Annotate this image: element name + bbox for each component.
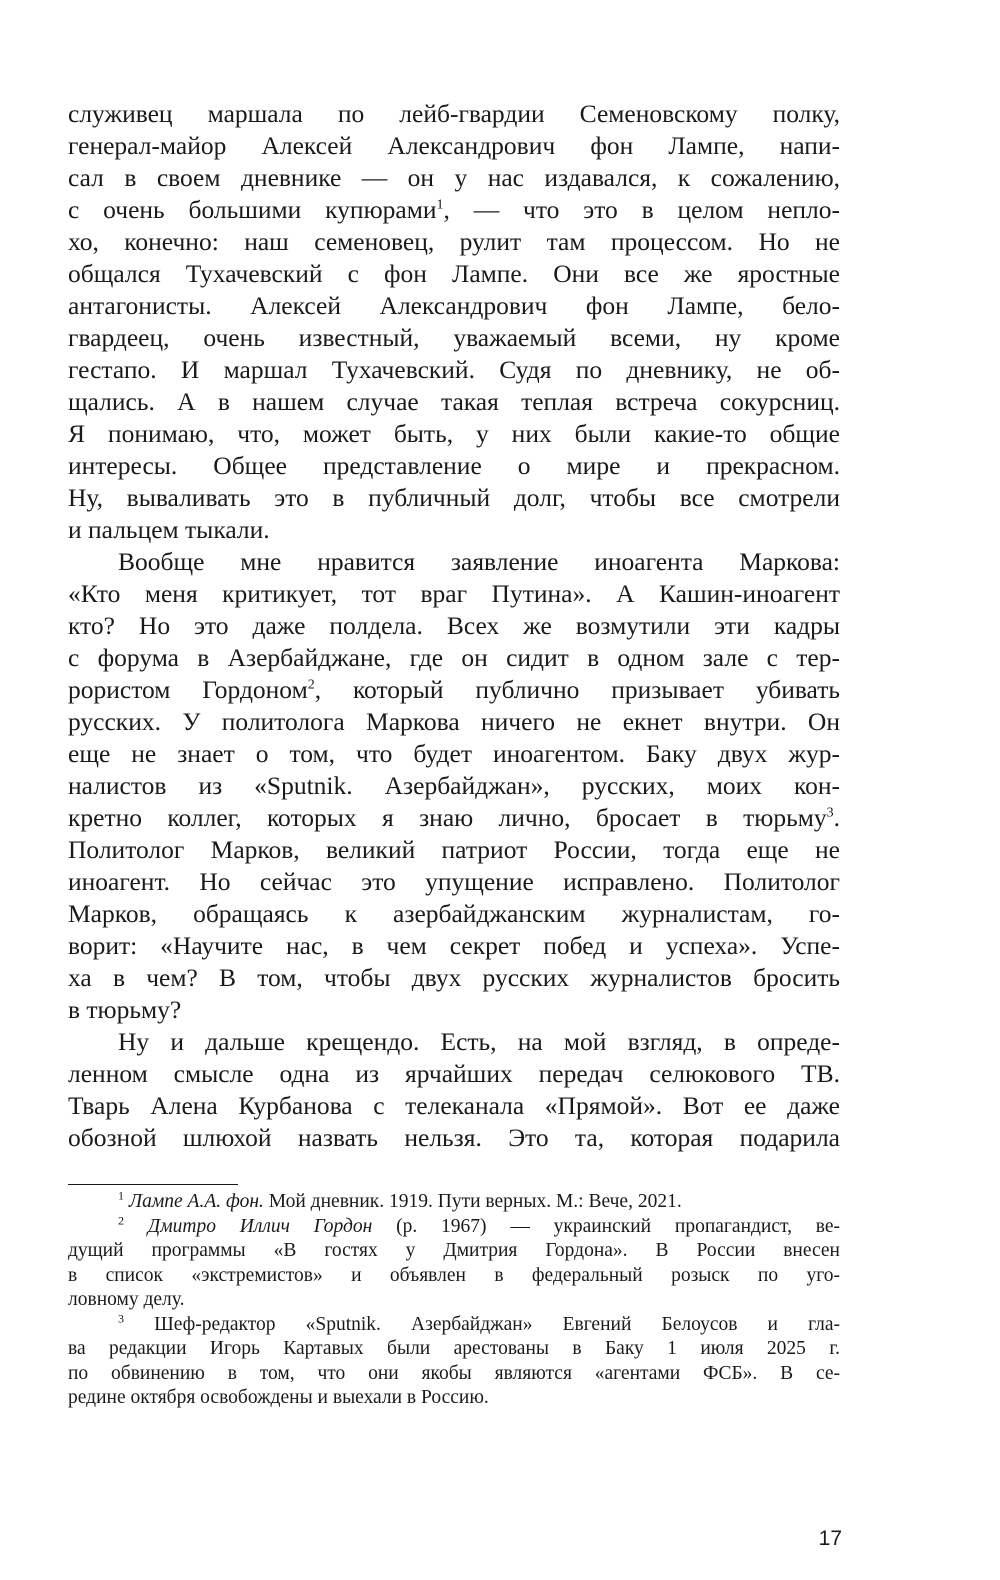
- text-line: [68, 674, 840, 706]
- text-line: ворит: «Научите нас, в чем секрет побед и успеха». Успе-: [68, 931, 840, 960]
- footnote-ref-1[interactable]: 1: [436, 197, 444, 213]
- footnote-line: ловному делу.: [68, 1289, 185, 1310]
- footnote-line: по обвинению в том, что они якобы являются «агентами ФСБ». В се-: [68, 1362, 840, 1384]
- footnote-line: [68, 1215, 840, 1240]
- footnote-line: редине октября освобождены и выехали в Россию.: [68, 1387, 489, 1408]
- text-line: антагонисты. Алексей Александрович фон Лампе, бело-: [68, 291, 840, 320]
- text-line: с форума в Азербайджане, где он сидит в одном зале с тер-: [68, 643, 840, 672]
- text-line: [68, 802, 840, 834]
- text-line: сал в своем дневнике — он у нас издавался, к сожалению,: [68, 163, 840, 192]
- footnote-ref-3[interactable]: 3: [826, 805, 834, 821]
- footnote-line: [68, 1313, 840, 1338]
- footnote-number: 3: [118, 1312, 124, 1325]
- text-line: служивец маршала по лейб-гвардии Семеновскому полку,: [68, 99, 840, 128]
- text-fragment: с очень большими купюрами: [68, 195, 437, 224]
- text-line: хо, конечно: наш семеновец, рулит там процессом. Но не: [68, 227, 840, 256]
- text-line: Вообще мне нравится заявление иноагента Маркова:: [118, 547, 840, 576]
- footnote-text: Мой дневник. 1919. Пути верных. М.: Вече, 2021.: [263, 1191, 682, 1212]
- text-line: русских. У политолога Маркова ничего не екнет внутри. Он: [68, 707, 840, 736]
- text-line: «Кто меня критикует, тот враг Путина». А Кашин-иноагент: [68, 579, 840, 608]
- footnote-line: в список «экстремистов» и объявлен в федеральный розыск по уго-: [68, 1264, 840, 1286]
- text-line: налистов из «Sputnik. Азербайджан», русских, моих кон-: [68, 771, 840, 800]
- main-text: [68, 98, 840, 1154]
- footnote-1: [68, 1190, 840, 1215]
- footnote-number: 2: [118, 1214, 124, 1227]
- footnote-text: Шеф-редактор «Sputnik. Азербайджан» Евгений Белоусов и гла-: [154, 1313, 840, 1335]
- footnote-divider: [68, 1184, 238, 1185]
- text-line: [68, 194, 840, 226]
- text-line: обозной шлюхой назвать нельзя. Это та, которая подарила: [68, 1123, 840, 1152]
- text-line: иноагент. Но сейчас это упущение исправлено. Политолог: [68, 867, 840, 896]
- text-line: гвардеец, очень известный, уважаемый всеми, ну кроме: [68, 323, 840, 352]
- text-line: Тварь Алена Курбанова с телеканала «Прямой». Вот ее даже: [68, 1091, 840, 1120]
- paragraph-1: [68, 98, 840, 546]
- text-line: в тюрьму?: [68, 995, 182, 1024]
- text-line: генерал-майор Алексей Александрович фон Лампе, напи-: [68, 131, 840, 160]
- footnote-line: [68, 1190, 840, 1215]
- paragraph-3: [68, 1026, 840, 1154]
- text-fragment: кретно коллег, которых я знаю лично, бросает в тюрьму: [68, 803, 827, 832]
- text-line: ленном смысле одна из ярчайших передач селюкового ТВ.: [68, 1059, 840, 1088]
- footnotes: [68, 1190, 840, 1411]
- text-line: Ну, вываливать это в публичный долг, чтобы все смотрели: [68, 483, 840, 512]
- text-fragment: , который публично призывает убивать: [314, 675, 840, 704]
- text-line: кто? Но это даже полдела. Всех же возмутили эти кадры: [68, 611, 840, 640]
- text-line: интересы. Общее представление о мире и прекрасном.: [68, 451, 840, 480]
- text-fragment: , — что это в целом непло-: [443, 195, 840, 224]
- text-line: Политолог Марков, великий патриот России, тогда еще не: [68, 835, 840, 864]
- footnote-text: (р. 1967) — украинский пропагандист, ве-: [372, 1215, 840, 1237]
- footnote-2: [68, 1215, 840, 1313]
- footnote-ref-2[interactable]: 2: [307, 677, 315, 693]
- page-number: 17: [818, 1527, 842, 1550]
- footnote-3: [68, 1313, 840, 1411]
- text-line: гестапо. И маршал Тухачевский. Судя по дневнику, не об-: [68, 355, 840, 384]
- text-line: еще не знает о том, что будет иноагентом. Баку двух жур-: [68, 739, 840, 768]
- footnote-number: 1: [118, 1190, 124, 1203]
- footnote-line: ва редакции Игорь Картавых были арестованы в Баку 1 июля 2025 г.: [68, 1338, 840, 1359]
- text-line: ха в чем? В том, чтобы двух русских журналистов бросить: [68, 963, 840, 992]
- text-fragment: .: [833, 803, 840, 832]
- text-line: Марков, обращаясь к азербайджанским журналистам, го-: [68, 899, 840, 928]
- footnote-line: дущий программы «В гостях у Дмитрия Гордона». В России внесен: [68, 1240, 840, 1261]
- text-line: Я понимаю, что, может быть, у них были какие-то общие: [68, 419, 840, 448]
- text-line: щались. А в нашем случае такая теплая встреча сокурсниц.: [68, 387, 840, 416]
- footnote-author: Лампе А.А. фон.: [128, 1191, 264, 1212]
- text-fragment: рористом Гордоном: [68, 675, 308, 704]
- paragraph-2: [68, 546, 840, 1026]
- footnote-author: Дмитро Иллич Гордон: [147, 1215, 373, 1237]
- text-line: и пальцем тыкали.: [68, 515, 270, 544]
- text-line: общался Тухачевский с фон Лампе. Они все же яростные: [68, 259, 840, 288]
- text-line: Ну и дальше крещендо. Есть, на мой взгляд, в опреде-: [118, 1027, 840, 1056]
